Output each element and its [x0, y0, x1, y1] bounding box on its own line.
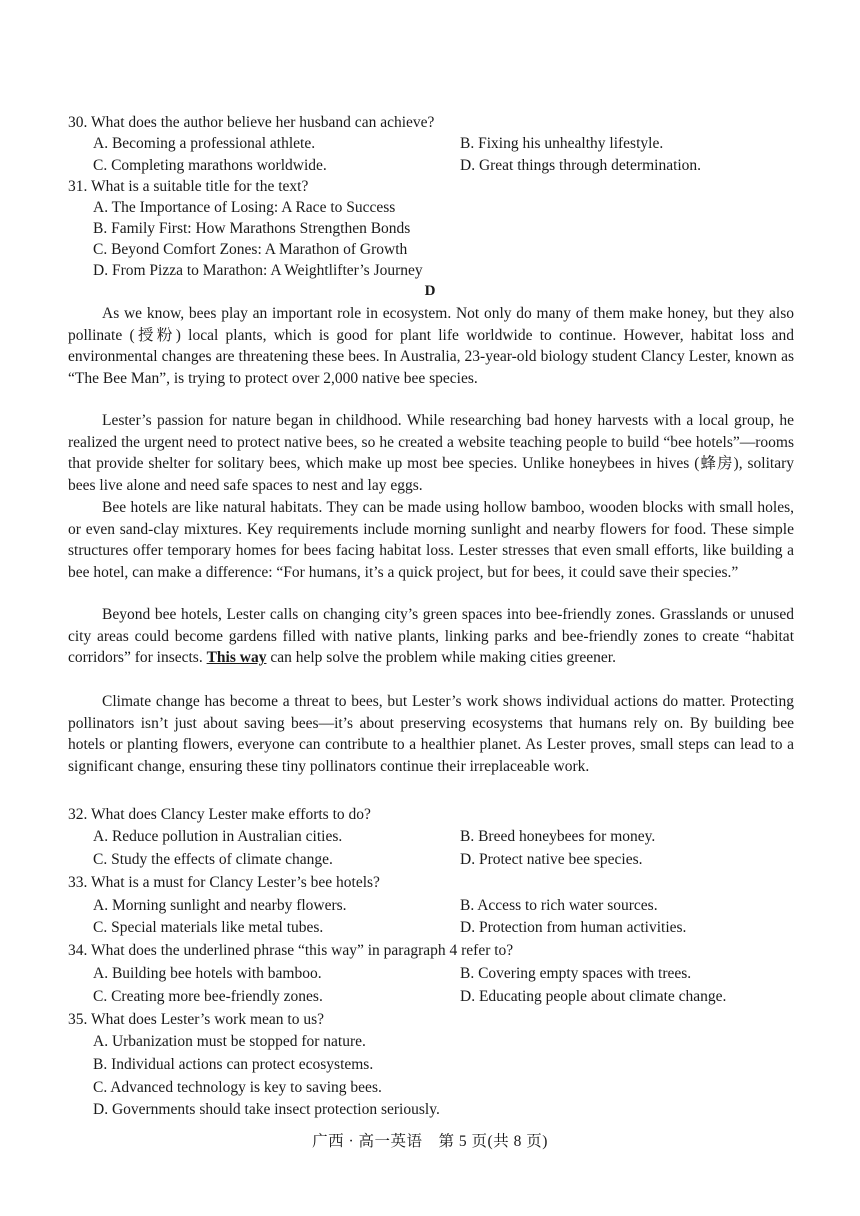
question-33-option-c: C. Special materials like metal tubes.: [93, 919, 324, 936]
question-32-stem: 32. What does Clancy Lester make efforts to do?: [68, 806, 371, 823]
question-31-option-b: B. Family First: How Marathons Strengthen Bonds: [93, 220, 411, 237]
passage-paragraph-4: [68, 604, 794, 669]
question-31-stem: 31. What is a suitable title for the text?: [68, 178, 309, 195]
question-32-option-c: C. Study the effects of climate change.: [93, 851, 333, 868]
question-35-option-a: A. Urbanization must be stopped for nature.: [93, 1033, 366, 1050]
question-30-option-c: C. Completing marathons worldwide.: [93, 157, 327, 174]
question-34-option-b: B. Covering empty spaces with trees.: [460, 965, 692, 982]
question-35-option-b: B. Individual actions can protect ecosystems.: [93, 1056, 374, 1073]
question-30-option-b: B. Fixing his unhealthy lifestyle.: [460, 135, 664, 152]
question-32-option-a: A. Reduce pollution in Australian cities.: [93, 828, 343, 845]
underlined-phrase: This way: [206, 649, 267, 667]
question-33-stem: 33. What is a must for Clancy Lester’s bee hotels?: [68, 874, 380, 891]
question-30-stem: 30. What does the author believe her husband can achieve?: [68, 114, 435, 131]
paragraph-4-text-after: can help solve the problem while making cities greener.: [266, 649, 616, 667]
question-32-option-d: D. Protect native bee species.: [460, 851, 643, 868]
question-31-option-d: D. From Pizza to Marathon: A Weightlifter’s Journey: [93, 262, 423, 279]
question-34-option-d: D. Educating people about climate change.: [460, 988, 727, 1005]
question-33-option-d: D. Protection from human activities.: [460, 919, 687, 936]
question-30-option-a: A. Becoming a professional athlete.: [93, 135, 316, 152]
question-31-option-a: A. The Importance of Losing: A Race to Success: [93, 199, 396, 216]
paragraph-4-text-before: Beyond bee hotels, Lester calls on changing city’s green spaces into bee-friendly zones. Grasslands or unused city areas could become gardens filled with native plants, linking parks and bee-friendly zones to create “habitat corridors” for insects.: [68, 606, 794, 667]
passage-paragraph-2: Lester’s passion for nature began in childhood. While researching bad honey harvests with a local group, he realized the urgent need to protect native bees, so he created a website teaching people to build “bee hotels”—rooms that provide shelter for solitary bees, which make up most bee species. Unlike honeybees in hives (蜂房), solitary bees live alone and need safe spaces to nest and lay eggs.: [68, 412, 794, 494]
question-32-option-b: B. Breed honeybees for money.: [460, 828, 656, 845]
question-33-option-a: A. Morning sunlight and nearby flowers.: [93, 897, 347, 914]
question-34-option-a: A. Building bee hotels with bamboo.: [93, 965, 322, 982]
section-heading: D: [424, 283, 436, 299]
question-35-option-c: C. Advanced technology is key to saving bees.: [93, 1079, 382, 1096]
question-33-option-b: B. Access to rich water sources.: [460, 897, 658, 914]
passage-paragraph-1: As we know, bees play an important role in ecosystem. Not only do many of them make honey, but they also pollinate (授粉) local plants, which is good for plant life worldwide to continue. However, habitat loss and environmental changes are threatening these bees. In Australia, 23-year-old biology student Clancy Lester, known as “The Bee Man”, is trying to protect over 2,000 native bee species.: [68, 305, 794, 387]
question-31-option-c: C. Beyond Comfort Zones: A Marathon of Growth: [93, 241, 408, 258]
passage-paragraph-3: Bee hotels are like natural habitats. They can be made using hollow bamboo, wooden blocks with small holes, or even sand-clay mixtures. Key requirements include morning sunlight and nearby flowers for food. These simple structures offer temporary homes for bees facing habitat loss. Lester stresses that even small efforts, like building a bee hotel, can make a difference: “For humans, it’s a quick project, but for bees, it could save their species.”: [68, 499, 794, 581]
page-footer: 广西 · 高一英语 第 5 页(共 8 页): [312, 1133, 548, 1150]
question-35-stem: 35. What does Lester’s work mean to us?: [68, 1011, 324, 1028]
passage-paragraph-5: Climate change has become a threat to bees, but Lester’s work shows individual actions do matter. Protecting pollinators isn’t just about saving bees—it’s about preserving ecosystems that humans rely on. By building bee hotels or planting flowers, everyone can contribute to a healthier planet. As Lester proves, small steps can lead to a significant change, ensuring these tiny pollinators continue their irreplaceable work.: [68, 693, 794, 775]
question-30-option-d: D. Great things through determination.: [460, 157, 702, 174]
question-34-option-c: C. Creating more bee-friendly zones.: [93, 988, 323, 1005]
question-34-stem: 34. What does the underlined phrase “this way” in paragraph 4 refer to?: [68, 942, 514, 959]
question-35-option-d: D. Governments should take insect protection seriously.: [93, 1101, 440, 1118]
